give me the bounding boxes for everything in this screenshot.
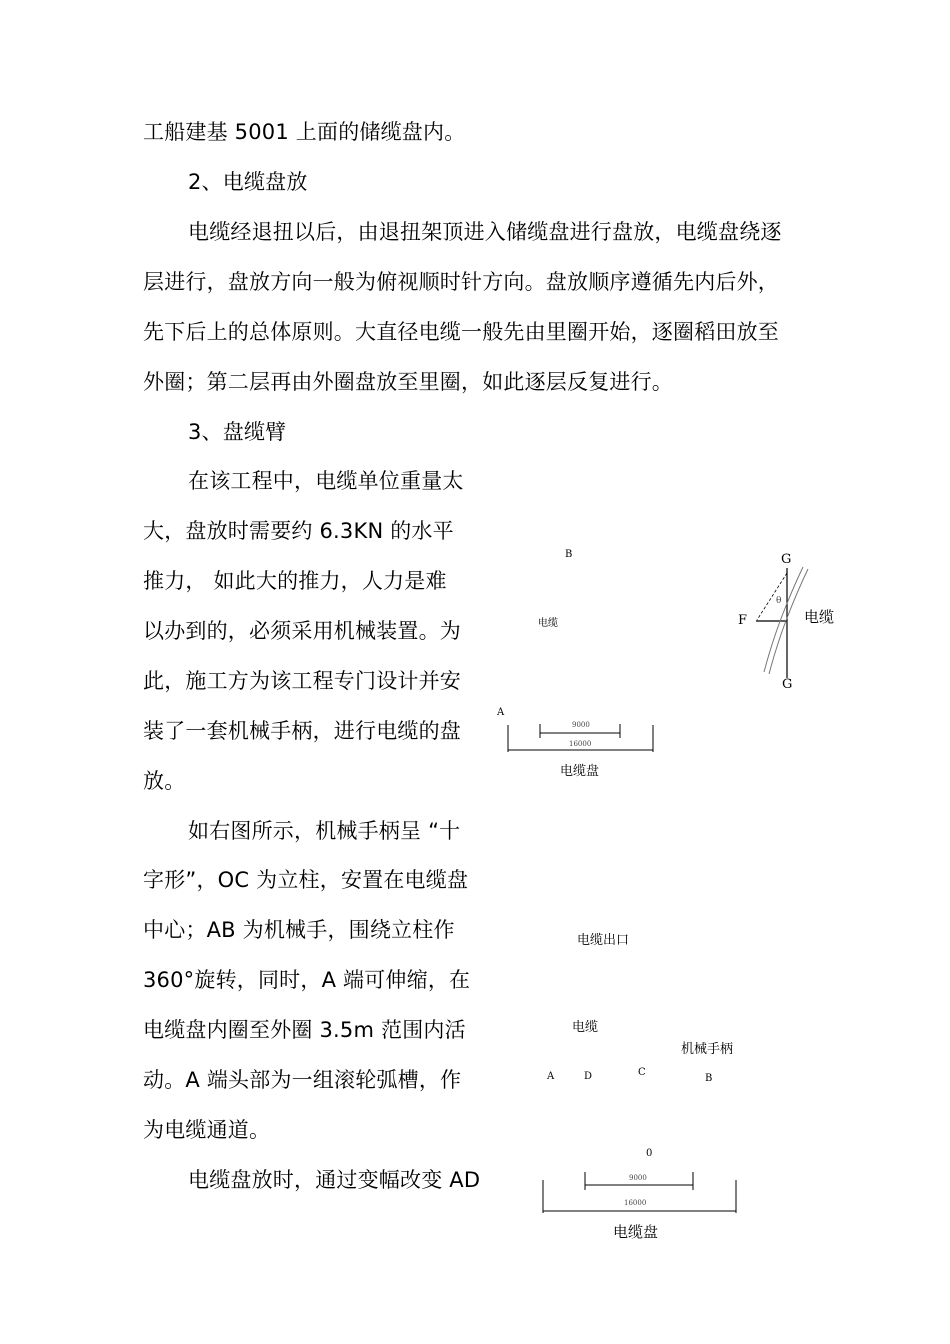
figure2-dim-outer: 16000	[624, 1199, 647, 1207]
body-line: 电缆经退扭以后，由退扭架顶进入储缆盘进行盘放，电缆盘绕逐	[188, 220, 782, 244]
body-line: 电缆盘内圈至外圈 3.5m 范围内活	[143, 1018, 466, 1042]
body-line: 推力， 如此大的推力，人力是难	[143, 569, 447, 593]
body-line: 在该工程中，电缆单位重量太	[188, 469, 464, 493]
body-line: 中心；AB 为机械手，围绕立柱作	[143, 918, 455, 942]
body-line: 装了一套机械手柄，进行电缆的盘	[143, 719, 461, 743]
figure2-label-c: C	[638, 1067, 646, 1078]
figure2-label-outlet: 电缆出口	[577, 933, 630, 948]
force-label-g-top: G	[781, 552, 792, 567]
figure1-dim-outer: 16000	[569, 740, 592, 748]
force-label-f: F	[738, 613, 748, 628]
force-label-g-bottom: G	[782, 677, 793, 692]
paragraph-continuation: 工船建基 5001 上面的储缆盘内。	[143, 120, 466, 144]
force-label-cable: 电缆	[804, 608, 835, 626]
body-line: 为电缆通道。	[143, 1118, 271, 1142]
body-line: 先下后上的总体原则。大直径电缆一般先由里圈开始，逐圈稻田放至	[143, 320, 779, 344]
figure2-dim-inner: 9000	[629, 1174, 647, 1182]
body-line: 此，施工方为该工程专门设计并安	[143, 669, 461, 693]
body-line: 动。A 端头部为一组滚轮弧槽，作	[143, 1068, 462, 1092]
figure2-label-d: D	[584, 1071, 593, 1082]
force-diagram-lines	[756, 567, 808, 678]
body-line: 字形”，OC 为立柱，安置在电缆盘	[143, 868, 469, 892]
body-line: 以办到的，必须采用机械装置。为	[143, 619, 461, 643]
body-line: 360°旋转，同时，A 端可伸缩，在	[143, 968, 471, 992]
body-line: 外圈；第二层再由外圈盘放至里圈，如此逐层反复进行。	[143, 370, 673, 394]
figure2-label-o: 0	[646, 1148, 653, 1159]
force-label-theta: θ	[776, 596, 782, 606]
body-line: 电缆盘放时，通过变幅改变 AD	[188, 1168, 481, 1192]
section-heading-cable-coiling: 2、电缆盘放	[188, 170, 308, 194]
figure2-caption: 电缆盘	[613, 1223, 659, 1241]
figure1-dim-inner: 9000	[572, 721, 590, 729]
figure2-label-cable: 电缆	[572, 1020, 599, 1035]
figure1-caption: 电缆盘	[560, 764, 600, 779]
body-line: 如右图所示，机械手柄呈 “十	[188, 819, 461, 843]
section-heading-coiling-arm: 3、盘缆臂	[188, 420, 287, 444]
body-line: 放。	[143, 769, 186, 793]
figure1-label-cable: 电缆	[538, 618, 558, 629]
figure1-label-b: B	[565, 549, 573, 560]
body-line: 层进行，盘放方向一般为俯视顺时针方向。盘放顺序遵循先内后外，	[143, 270, 779, 294]
figure1-label-a: A	[497, 707, 505, 718]
figure2-label-b: B	[705, 1073, 713, 1084]
body-line: 大，盘放时需要约 6.3KN 的水平	[143, 519, 454, 543]
figure2-label-arm: 机械手柄	[681, 1042, 734, 1057]
figure2-label-a: A	[547, 1071, 555, 1082]
